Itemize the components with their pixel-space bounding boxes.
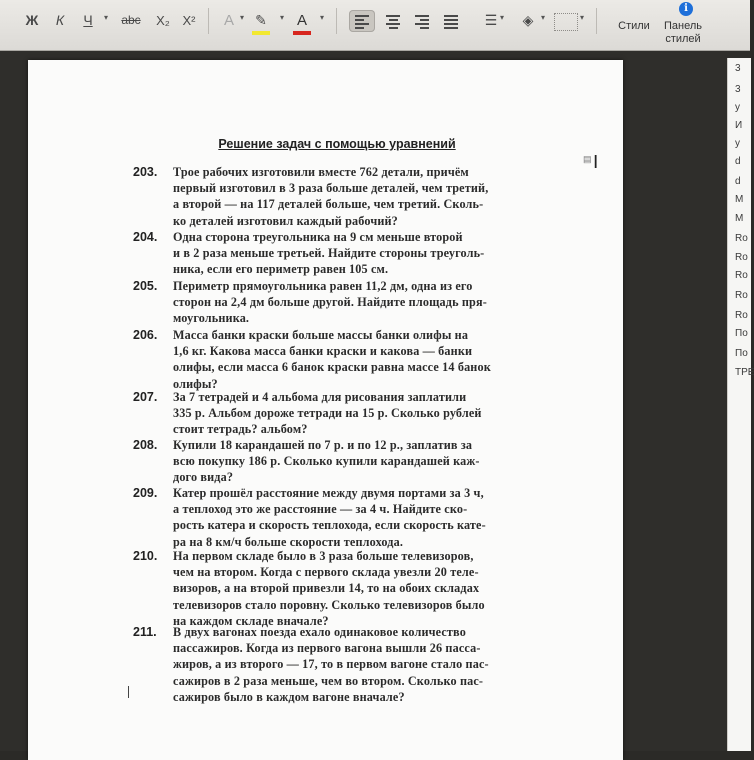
problem-text-line: телевизоров стало поровну. Сколько телевизоров было [173,597,485,612]
problem-text-line: ника, если его периметр равен 105 см. [173,262,389,277]
problem-text [173,389,534,438]
styles-button[interactable]: Стили [618,20,650,32]
font-color-button[interactable]: A [296,11,307,29]
problem-text-line: За 7 тетрадей и 4 альбома для рисования заплатили [173,390,467,404]
bold-button[interactable]: Ж [25,12,39,28]
problem-text-line: дого вида? [173,470,234,485]
superscript-button[interactable]: X² [182,12,196,28]
text-cursor-icon: I [593,152,599,173]
problem-text-line: 1,6 кг. Какова масса банки краски и какова — банки [173,344,473,359]
text-effects-dropdown-icon[interactable]: ▾ [240,13,245,22]
problem-text [173,485,534,550]
underline-dropdown-icon[interactable]: ▾ [104,13,109,22]
align-right-icon [415,15,429,31]
problem-text [173,437,534,486]
borders-button[interactable] [554,13,578,31]
borders-dropdown-icon[interactable]: ▾ [580,13,585,22]
side-panel-style-item[interactable]: Ro [735,290,748,301]
problem-text-line: стоит тетрадь? альбом? [173,422,308,437]
italic-button[interactable]: К [55,12,65,28]
line-spacing-button[interactable]: ☰ [484,11,498,28]
styles-pane-button[interactable]: Панель стилей [663,20,702,45]
align-center-button[interactable] [380,10,406,32]
side-panel-style-item[interactable]: у [735,138,740,149]
problem-number: 203. [133,165,158,179]
toolbar-divider [336,8,337,34]
problem-text-line: олифы? [173,376,218,391]
highlight-dropdown-icon[interactable]: ▾ [280,13,285,22]
text-effects-button[interactable]: A [223,11,234,29]
problem-text-line: ко деталей изготовил каждый рабочий? [173,213,398,228]
problem-text-line: всю покупку 186 р. Сколько купили карандашей каж- [173,454,480,469]
problem-text-line: Одна сторона треугольника на 9 см меньше второй [173,230,463,244]
problem-text-line: Купили 18 карандашей по 7 р. и по 12 р., заплатив за [173,438,473,452]
side-panel-style-item[interactable]: М [735,213,744,224]
problem-text-line: ра на 8 км/ч больше скорости теплохода. [173,534,404,549]
problem-text-line: жиров, а из второго — 17, то в первом вагоне стало пас- [173,657,489,672]
side-panel-style-item[interactable]: 3 [735,63,741,74]
font-color-dropdown-icon[interactable]: ▾ [320,13,325,22]
problem-text-line: моугольника. [173,311,250,326]
problem-text [173,624,534,705]
shading-dropdown-icon[interactable]: ▾ [541,13,546,22]
problem-number: 207. [133,390,158,404]
line-spacing-dropdown-icon[interactable]: ▾ [500,13,505,22]
align-left-icon [355,15,369,31]
problem-text [173,548,534,629]
problem-number: 208. [133,438,158,452]
side-panel-style-item[interactable]: Ro [735,233,748,244]
side-panel-style-item[interactable]: у [735,102,740,113]
problem-text-line: первый изготовил в 3 раза больше деталей, чем третий, [173,181,489,196]
align-center-icon [386,15,400,31]
problem-text [173,164,534,229]
problem-text-line: Трое рабочих изготовили вместе 762 детали, причём [173,165,469,179]
problem-text-line: В двух вагонах поезда ехало одинаковое количество [173,625,466,639]
side-panel-style-item[interactable]: 3 [735,84,741,95]
formatting-toolbar [0,0,750,51]
section-heading: Решение задач с помощью уравнений [218,137,456,151]
problem-text-line: олифы, если масса 6 банок краски равна массе 14 банок [173,360,491,375]
problem-text-line: а второй — на 117 деталей больше, чем третий. Сколь- [173,197,484,212]
side-panel-style-item[interactable]: d [735,176,741,187]
justify-icon [444,15,458,31]
align-right-button[interactable] [409,10,435,32]
problem-text-line: а теплоход это же расстояние — за 4 ч. Найдите ско- [173,502,468,517]
problem-number: 209. [133,486,158,500]
problem-text-line: сажиров в 2 раза меньше, чем во втором. Сколько пас- [173,673,484,688]
problem-text-line: На первом складе было в 3 раза больше телевизоров, [173,549,474,563]
problem-text-line: визоров, а на второй привезли 14, то на обоих складах [173,581,480,596]
problem-text [173,229,534,278]
toolbar-divider [208,8,209,34]
side-panel-style-item[interactable]: Ro [735,252,748,263]
side-panel-style-item[interactable]: М [735,194,744,205]
justify-button[interactable] [438,10,464,32]
side-panel-style-item[interactable]: И [735,120,743,131]
side-panel-style-item[interactable]: ТРЕ [735,367,754,378]
problem-number: 206. [133,328,158,342]
side-panel-style-item[interactable]: d [735,156,741,167]
side-panel-style-item[interactable]: По [735,328,748,339]
highlight-button[interactable]: ✎ [255,11,267,28]
underline-button[interactable]: Ч [83,12,93,28]
problem-text-line: Катер прошёл расстояние между двумя портами за 3 ч, [173,486,484,500]
problem-text-line: Периметр прямоугольника равен 11,2 дм, одна из его [173,279,473,293]
problem-number: 211. [133,625,157,639]
problem-text-line: сажиров было в каждом вагоне вначале? [173,689,405,704]
info-icon: i [679,2,693,16]
side-panel-style-item[interactable]: Ro [735,310,748,321]
problem-text [173,327,534,392]
problem-text-line: пассажиров. Когда из первого вагона вышли 26 пасса- [173,641,481,656]
side-panel-style-item[interactable]: Ro [735,270,748,281]
problem-number: 205. [133,279,158,293]
shading-button[interactable]: ◈ [522,11,534,28]
problem-number: 204. [133,230,158,244]
styles-side-panel [727,58,754,751]
problem-text-line: сторон на 2,4 дм больше другой. Найдите площадь пря- [173,295,487,310]
side-panel-style-item[interactable]: По [735,348,748,359]
problem-text-line: Масса банки краски больше массы банки олифы на [173,328,469,342]
toolbar-divider [596,8,597,34]
problem-text-line: рость катера и скорость теплохода, если скорость кате- [173,518,486,533]
highlight-color-swatch [252,31,270,35]
strikethrough-button[interactable]: abc [121,13,141,27]
problem-text-line: чем на втором. Когда с первого склада увезли 20 теле- [173,565,479,580]
font-color-swatch [293,31,311,35]
problem-text-line: и в 2 раза меньше третьей. Найдите стороны треуголь- [173,246,485,261]
subscript-button[interactable]: X₂ [156,12,170,28]
align-left-button[interactable] [349,10,375,32]
problem-text [173,278,534,327]
problem-text-line: на каждом складе вначале? [173,613,329,628]
paragraph-options-icon[interactable]: ▤ [583,154,592,164]
problem-number: 210. [133,549,158,563]
left-margin-marker [128,686,129,698]
problem-text-line: 335 р. Альбом дороже тетради на 15 р. Сколько рублей [173,406,482,421]
